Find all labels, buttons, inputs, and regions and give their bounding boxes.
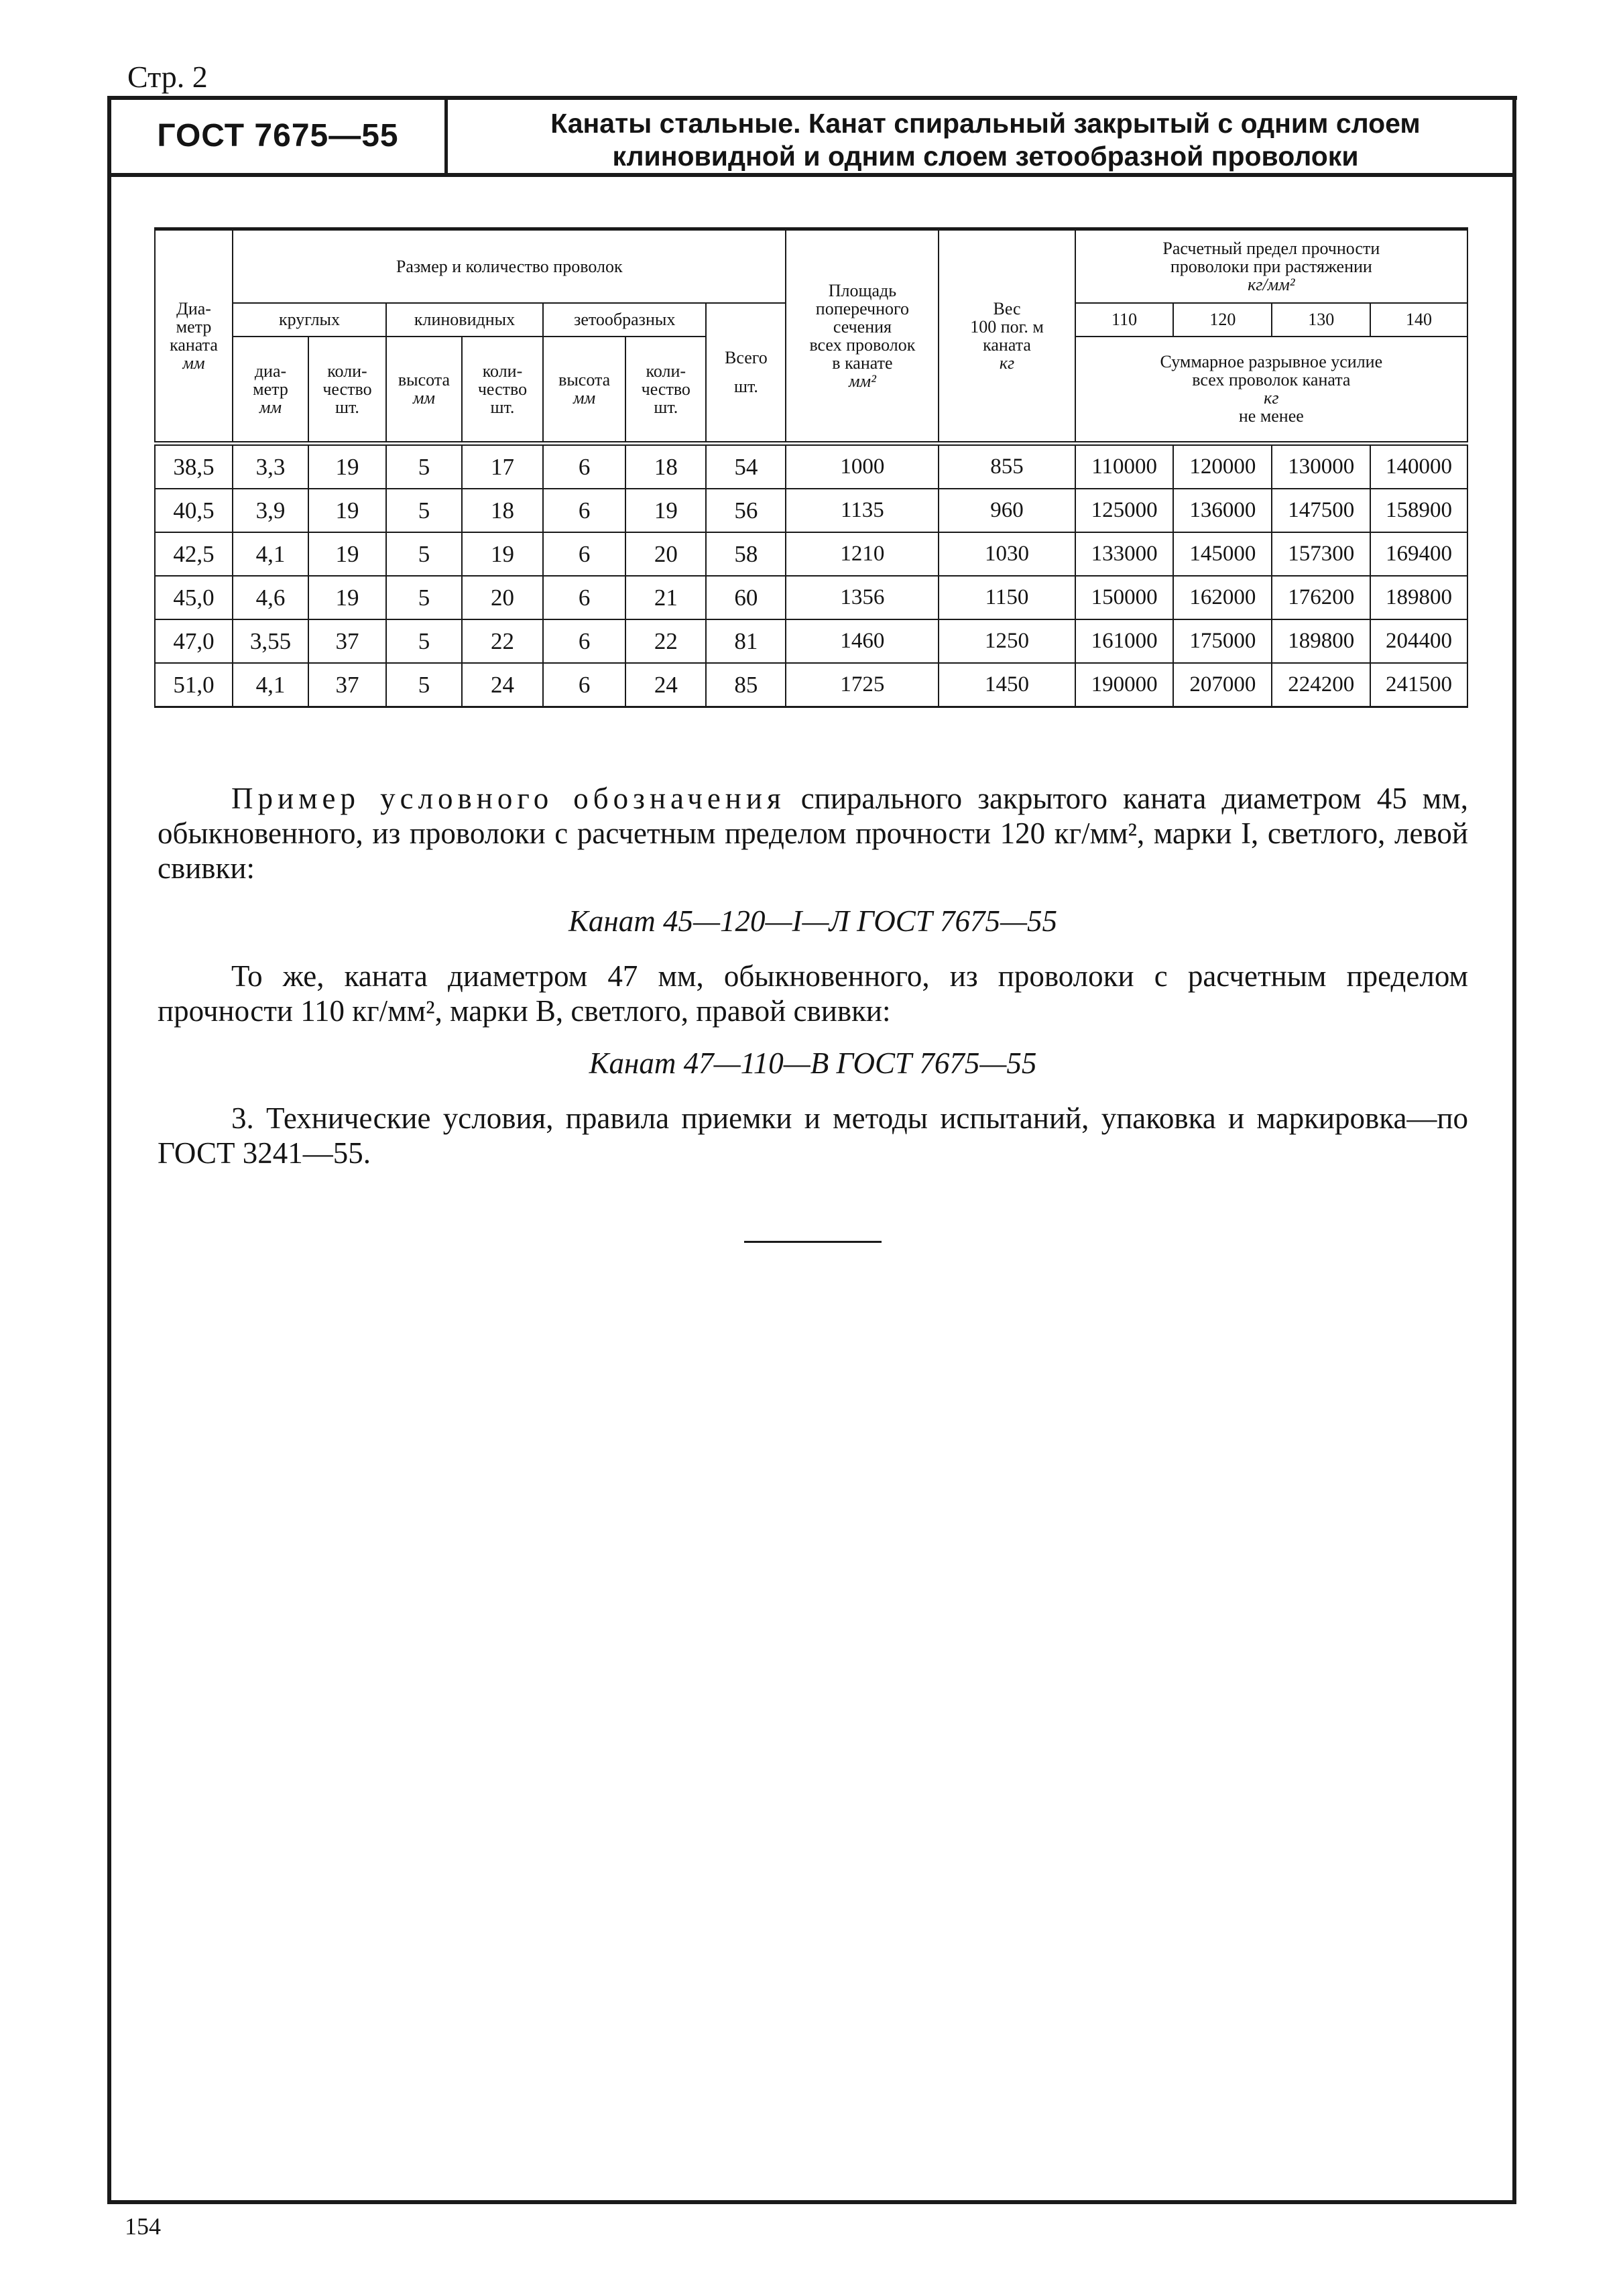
header-total: Всего шт. bbox=[706, 303, 786, 444]
table-cell: 133000 bbox=[1075, 532, 1174, 576]
table-row bbox=[155, 532, 1467, 576]
header-breaking-force: Суммарное разрывное усилие всех проволок каната кг не менее bbox=[1075, 337, 1467, 444]
table-cell: 19 bbox=[308, 532, 386, 576]
table-cell: 5 bbox=[386, 663, 462, 707]
table-cell: 6 bbox=[543, 619, 625, 663]
table-cell: 56 bbox=[706, 489, 786, 532]
table-cell: 3,3 bbox=[233, 444, 308, 489]
table-cell: 24 bbox=[625, 663, 706, 707]
table-cell: 20 bbox=[462, 576, 543, 619]
table-cell: 38,5 bbox=[155, 444, 233, 489]
table-cell: 19 bbox=[308, 576, 386, 619]
frame-right-rule bbox=[1512, 96, 1516, 2204]
table-cell: 19 bbox=[308, 444, 386, 489]
table-cell: 6 bbox=[543, 576, 625, 619]
table-cell: 189800 bbox=[1272, 619, 1370, 663]
example-paragraph bbox=[158, 781, 1468, 886]
rope-spec-table bbox=[154, 227, 1468, 708]
table-cell: 4,1 bbox=[233, 532, 308, 576]
table-cell: 6 bbox=[543, 663, 625, 707]
table-cell: 20 bbox=[625, 532, 706, 576]
table-cell: 47,0 bbox=[155, 619, 233, 663]
table-cell: 207000 bbox=[1173, 663, 1272, 707]
table-row bbox=[155, 489, 1467, 532]
table-cell: 17 bbox=[462, 444, 543, 489]
table-cell: 5 bbox=[386, 576, 462, 619]
table-cell: 224200 bbox=[1272, 663, 1370, 707]
header-grade-140: 140 bbox=[1370, 303, 1467, 337]
gost-code: ГОСТ 7675—55 bbox=[157, 118, 399, 154]
table-cell: 1460 bbox=[786, 619, 939, 663]
title-line-1: Канаты стальные. Канат спиральный закрытый с одним слоем bbox=[550, 108, 1421, 139]
header-area: Площадь поперечного сечения всех проволок в канате мм² bbox=[786, 229, 939, 444]
table-cell: 6 bbox=[543, 532, 625, 576]
table-cell: 176200 bbox=[1272, 576, 1370, 619]
table-cell: 85 bbox=[706, 663, 786, 707]
table-cell: 150000 bbox=[1075, 576, 1174, 619]
header-wire-size-count: Размер и количество проволок bbox=[233, 229, 786, 303]
table-cell: 1356 bbox=[786, 576, 939, 619]
table-cell: 6 bbox=[543, 489, 625, 532]
header-grade-110: 110 bbox=[1075, 303, 1174, 337]
table-cell: 157300 bbox=[1272, 532, 1370, 576]
table-cell: 5 bbox=[386, 532, 462, 576]
header-z-count: коли- чество шт. bbox=[625, 337, 706, 444]
table-cell: 37 bbox=[308, 663, 386, 707]
table-cell: 19 bbox=[462, 532, 543, 576]
table-cell: 175000 bbox=[1173, 619, 1272, 663]
table-cell: 1030 bbox=[939, 532, 1075, 576]
table-cell: 81 bbox=[706, 619, 786, 663]
table-cell: 147500 bbox=[1272, 489, 1370, 532]
header-strength: Расчетный предел прочности проволоки при растяжении кг/мм² bbox=[1075, 229, 1467, 303]
table-row bbox=[155, 444, 1467, 489]
table-cell: 1725 bbox=[786, 663, 939, 707]
designation-example-1: Канат 45—120—I—Л ГОСТ 7675—55 bbox=[568, 904, 1057, 938]
header-divider bbox=[444, 96, 448, 176]
table-body bbox=[155, 444, 1467, 707]
table-cell: 6 bbox=[543, 444, 625, 489]
table-cell: 145000 bbox=[1173, 532, 1272, 576]
table-cell: 4,6 bbox=[233, 576, 308, 619]
example-rest: спирального закрытого каната диаметром 45 мм, обыкновенного, из проволоки с расчетным пределом прочности 120 кг/мм², марки I, светлого, левой свивки: bbox=[158, 782, 1468, 885]
table-cell: 1150 bbox=[939, 576, 1075, 619]
end-rule bbox=[744, 1241, 882, 1243]
header-weight: Вес 100 пог. м каната кг bbox=[939, 229, 1075, 444]
table-cell: 21 bbox=[625, 576, 706, 619]
table-cell: 37 bbox=[308, 619, 386, 663]
table-cell: 19 bbox=[625, 489, 706, 532]
table-cell: 3,9 bbox=[233, 489, 308, 532]
table-cell: 5 bbox=[386, 619, 462, 663]
table-row bbox=[155, 619, 1467, 663]
header-rule bbox=[107, 173, 1516, 177]
table-cell: 120000 bbox=[1173, 444, 1272, 489]
example-lead: Пример условного обозначения bbox=[231, 782, 786, 815]
table-cell: 136000 bbox=[1173, 489, 1272, 532]
table-cell: 241500 bbox=[1370, 663, 1467, 707]
table-cell: 161000 bbox=[1075, 619, 1174, 663]
table-row bbox=[155, 663, 1467, 707]
table-cell: 45,0 bbox=[155, 576, 233, 619]
table-cell: 60 bbox=[706, 576, 786, 619]
table-cell: 51,0 bbox=[155, 663, 233, 707]
table-cell: 5 bbox=[386, 444, 462, 489]
table-cell: 18 bbox=[462, 489, 543, 532]
table-cell: 40,5 bbox=[155, 489, 233, 532]
clause-3: 3. Технические условия, правила приемки и методы испытаний, упаковка и маркировка—по ГОСТ 3241—55. bbox=[158, 1101, 1468, 1170]
table-row bbox=[155, 576, 1467, 619]
table-cell: 18 bbox=[625, 444, 706, 489]
table-cell: 1210 bbox=[786, 532, 939, 576]
table-cell: 140000 bbox=[1370, 444, 1467, 489]
table-cell: 960 bbox=[939, 489, 1075, 532]
table-cell: 1000 bbox=[786, 444, 939, 489]
table-cell: 158900 bbox=[1370, 489, 1467, 532]
header-round-diameter: диа- метр мм bbox=[233, 337, 308, 444]
table-cell: 162000 bbox=[1173, 576, 1272, 619]
header-diameter: Диа- метр каната мм bbox=[155, 229, 233, 444]
header-wedge: клиновидных bbox=[386, 303, 543, 337]
table-cell: 855 bbox=[939, 444, 1075, 489]
table-cell: 5 bbox=[386, 489, 462, 532]
document-title bbox=[469, 107, 1502, 173]
header-grade-120: 120 bbox=[1173, 303, 1272, 337]
frame-top-rule bbox=[109, 96, 1517, 100]
page-label: Стр. 2 bbox=[127, 60, 208, 94]
table-cell: 54 bbox=[706, 444, 786, 489]
table-cell: 22 bbox=[462, 619, 543, 663]
table-cell: 1135 bbox=[786, 489, 939, 532]
table-cell: 204400 bbox=[1370, 619, 1467, 663]
table-cell: 1450 bbox=[939, 663, 1075, 707]
page-number: 154 bbox=[125, 2213, 161, 2240]
table-cell: 58 bbox=[706, 532, 786, 576]
table-cell: 130000 bbox=[1272, 444, 1370, 489]
table-cell: 1250 bbox=[939, 619, 1075, 663]
table-cell: 4,1 bbox=[233, 663, 308, 707]
table-cell: 22 bbox=[625, 619, 706, 663]
table-cell: 19 bbox=[308, 489, 386, 532]
frame-left-rule bbox=[107, 96, 111, 2204]
table-cell: 189800 bbox=[1370, 576, 1467, 619]
title-line-2: клиновидной и одним слоем зетообразной проволоки bbox=[612, 141, 1359, 172]
table-cell: 110000 bbox=[1075, 444, 1174, 489]
header-wedge-count: коли- чество шт. bbox=[462, 337, 543, 444]
frame-bottom-rule bbox=[107, 2200, 1516, 2204]
header-z-shaped: зетообразных bbox=[543, 303, 706, 337]
table-cell: 24 bbox=[462, 663, 543, 707]
header-wedge-height: высота мм bbox=[386, 337, 462, 444]
example-paragraph-2: То же, каната диаметром 47 мм, обыкновенного, из проволоки с расчетным пределом прочности 110 кг/мм², марки В, светлого, правой свивки: bbox=[158, 959, 1468, 1028]
header-grade-130: 130 bbox=[1272, 303, 1370, 337]
header-z-height: высота мм bbox=[543, 337, 625, 444]
table-cell: 42,5 bbox=[155, 532, 233, 576]
header-round-count: коли- чество шт. bbox=[308, 337, 386, 444]
table-cell: 125000 bbox=[1075, 489, 1174, 532]
table-cell: 169400 bbox=[1370, 532, 1467, 576]
table-cell: 3,55 bbox=[233, 619, 308, 663]
table-cell: 190000 bbox=[1075, 663, 1174, 707]
designation-example-2: Канат 47—110—В ГОСТ 7675—55 bbox=[589, 1046, 1037, 1080]
header-round: круглых bbox=[233, 303, 386, 337]
